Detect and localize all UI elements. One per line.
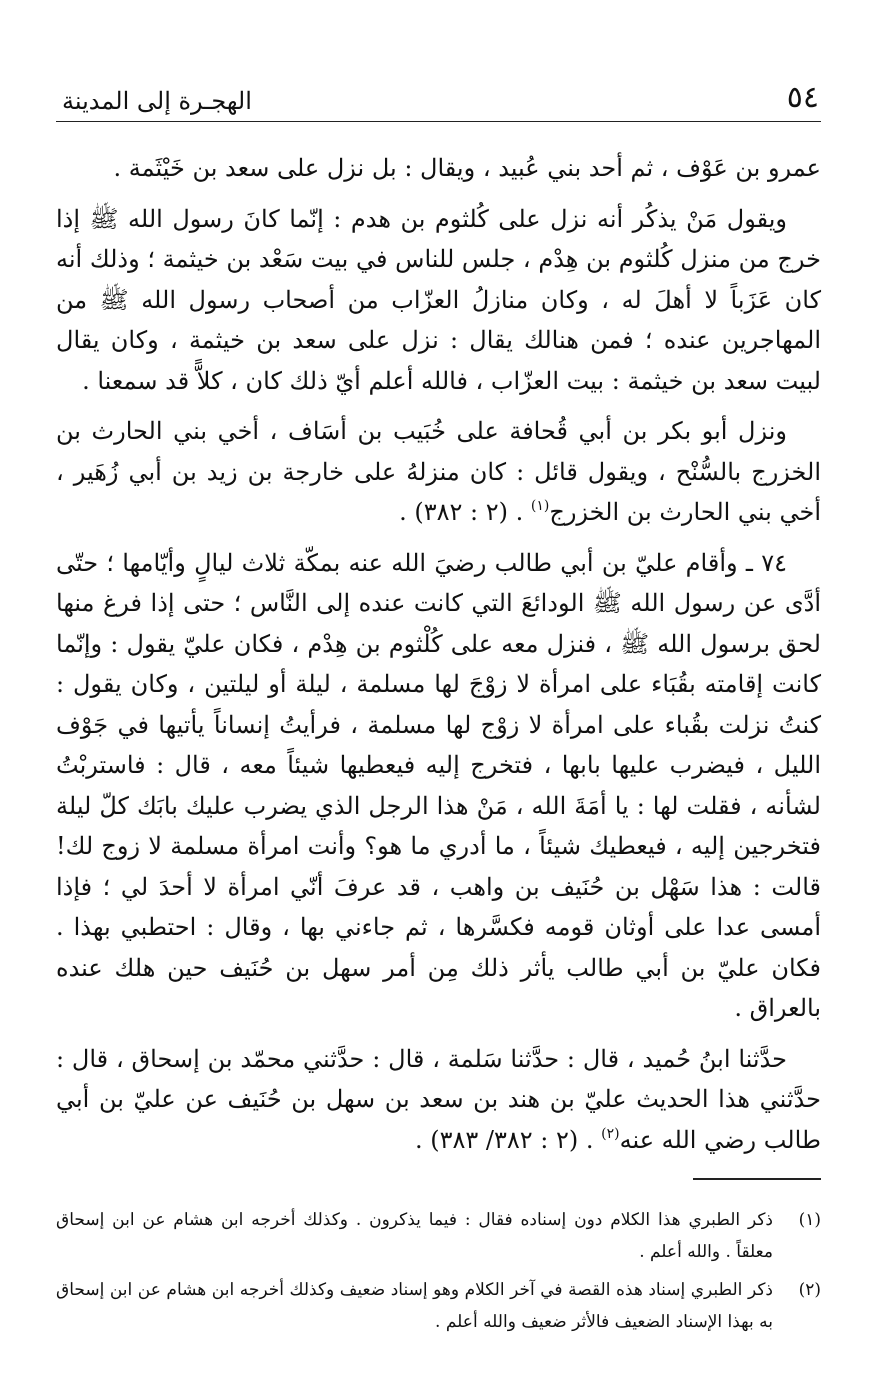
paragraph-3 xyxy=(56,411,821,533)
main-text xyxy=(56,148,821,1160)
paragraph-4 xyxy=(56,543,821,1029)
paragraph-text: ويقول مَنْ يذكُر أنه نزل على كُلثوم بن هدم : إنّما كانَ رسول الله ﷺ إذا خرج من منزل كُلثوم بن هِدْم ، جلس للناس في بيت سَعْد بن خيثمة ؛ وذلك أنه كان عَزَباً لا أهلَ له ، وكان منازلُ العزّاب من أصحاب رسول الله ﷺ من المهاجرين عنده ؛ فمن هنالك يقال : نزل على سعد بن خيثمة ، وكان يقال لبيت سعد بن خيثمة : بيت العزّاب ، فالله أعلم أيّ ذلك كان ، كلاًّ قد سمعنا . xyxy=(56,204,821,395)
footnotes xyxy=(56,1204,821,1338)
footnote-reference-1: (١) xyxy=(530,498,550,514)
book-page xyxy=(56,78,821,1368)
citation-text: . (٢ : ٣٨٢) . xyxy=(399,498,531,526)
paragraph-text: حدَّثنا ابنُ حُميد ، قال : حدَّثنا سَلمة ، قال : حدَّثني محمّد بن إسحاق ، قال : حدَّثني هذا الحديث عليّ بن هند بن سعد بن سهل بن حُنَيف عن عليّ بن أبي طالب رضي الله عنه xyxy=(56,1044,821,1154)
footnote-text: ذكر الطبري إسناد هذه القصة في آخر الكلام وهو إسناد ضعيف وكذلك أخرجه ابن هشام عن ابن إسحاق به بهذا الإسناد الضعيف فالأثر ضعيف والله أعلم . xyxy=(56,1280,773,1332)
footnote-item xyxy=(56,1204,821,1268)
footnote-reference-2: (٢) xyxy=(601,1125,620,1142)
footnote-item xyxy=(56,1274,821,1338)
paragraph-1 xyxy=(56,148,821,189)
footnote-text: ذكر الطبري هذا الكلام دون إسناده فقال : فيما يذكرون . وكذلك أخرجه ابن هشام عن ابن إسحاق معلقاً . والله أعلم . xyxy=(56,1210,773,1262)
footnote-divider xyxy=(693,1178,821,1180)
paragraph-text: عمرو بن عَوْف ، ثم أحد بني عُبيد ، ويقال : بل نزل على سعد بن خَيْثَمة . xyxy=(113,154,821,182)
footnote-number: (١) xyxy=(798,1210,821,1230)
page-header xyxy=(56,78,821,122)
running-title: الهجـرة إلى المدينة xyxy=(62,87,252,115)
paragraph-5 xyxy=(56,1039,821,1161)
paragraph-text: ٧٤ ـ وأقام عليّ بن أبي طالب رضيَ الله عنه بمكّة ثلاث ليالٍ وأيّامها ؛ حتّى أدَّى عن رسول الله ﷺ الودائعَ التي كانت عنده إلى النَّاس ؛ حتى إذا فرغ منها لحق برسول الله ﷺ ، فنزل معه على كُلْثوم بن هِدْم ، فكان عليّ يقول : وإنّما كانت إقامته بقُبَاء على امرأة لا زوْجَ لها مسلمة ، ليلة أو ليلتين ، وكان يقول : كنتُ نزلت بقُباء على امرأة لا زوْج لها مسلمة ، فرأيتُ إنساناً يأتيها في جَوْف الليل ، فيضرب عليها بابها ، فتخرج إليه فيعطيها شيئاً معه ، قال : فاستربْتُ لشأنه ، فقلت لها : يا أمَةَ الله ، مَنْ هذا الرجل الذي يضرب عليك بابَك كلّ ليلة فتخرجين إليه ، فيعطيك شيئاً ، ما أدري ما هو؟ وأنت امرأة مسلمة لا زوج لك! قالت : هذا سَهْل بن حُنَيف بن واهب ، قد عرفَ أنّي امرأة لا أحدَ لي ؛ فإذا أمسى عدا على أوثان قومه فكسَّرها ، ثم جاءني بها ، وقال : احتطبي بهذا . فكان عليّ بن أبي طالب يأثر ذلك مِن أمر سهل بن حُنَيف حين هلك عنده بالعراق . xyxy=(56,548,821,1022)
citation-text: . (٢ : ٣٨٢/ ٣٨٣) . xyxy=(414,1125,602,1154)
paragraph-text: ونزل أبو بكر بن أبي قُحافة على خُبَيب بن أسَاف ، أخي بني الحارث بن الخزرج بالسُّنْح ، ويقول قائل : كان منزلهُ على خارجة بن زيد بن أبي زُهَير ، أخي بني الحارث بن الخزرج xyxy=(56,417,821,526)
paragraph-2 xyxy=(56,199,821,402)
page-number: ٥٤ xyxy=(786,80,819,115)
footnote-number: (٢) xyxy=(798,1280,821,1300)
